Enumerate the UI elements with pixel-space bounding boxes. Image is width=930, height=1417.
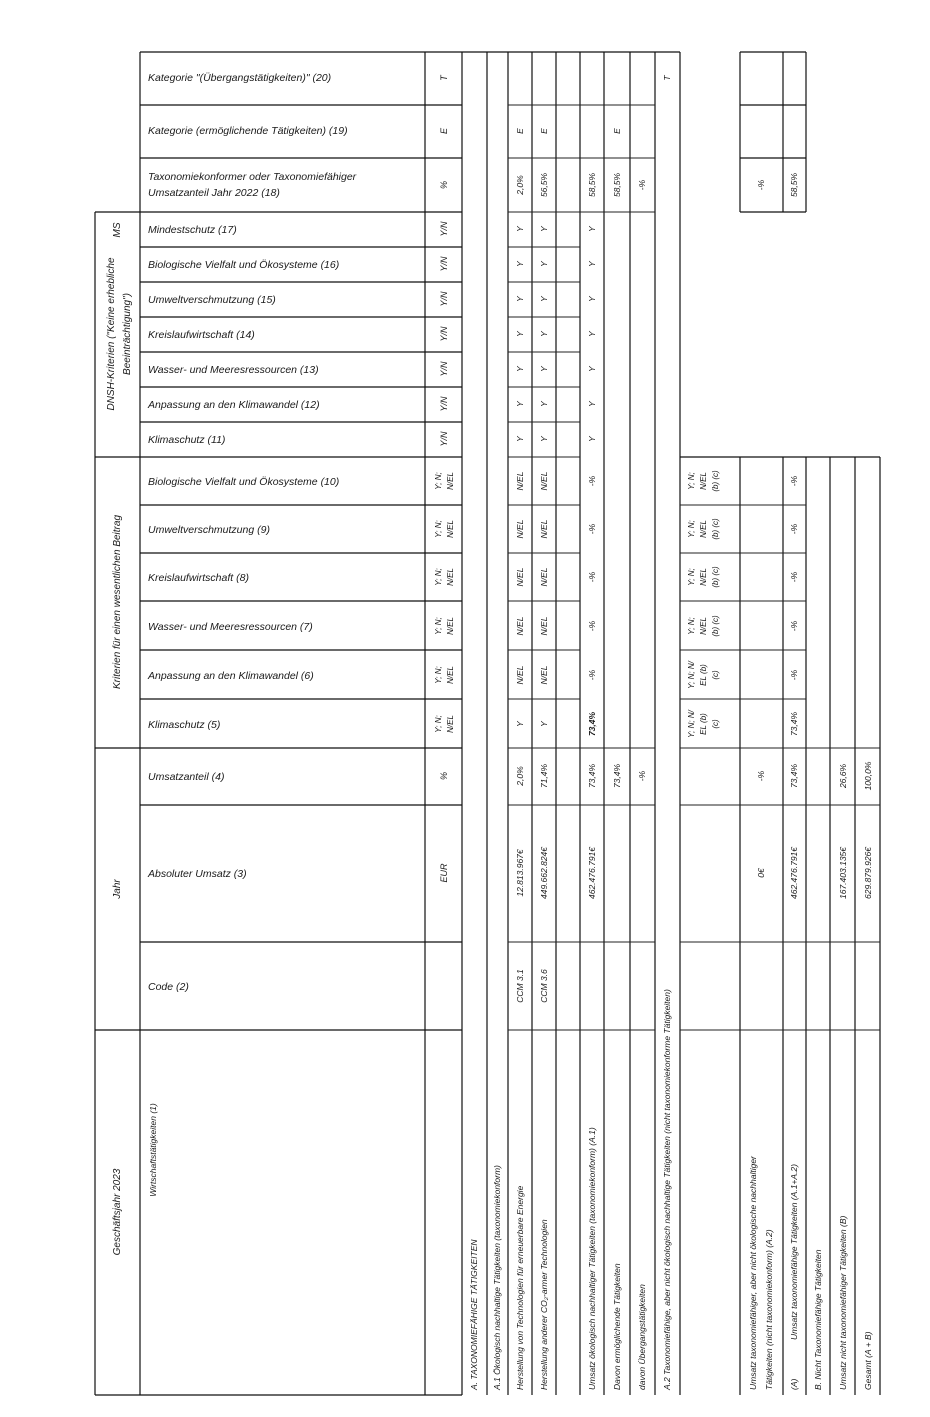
- cell-sc-6: N/EL: [539, 665, 549, 685]
- cell-transitional: T: [662, 75, 672, 81]
- a2-unit-6-a: Y; N; N/: [687, 661, 696, 689]
- table-row-enabling: [612, 128, 622, 788]
- unit-sc-8-b: N/EL: [446, 568, 455, 586]
- a2-unit-5-c: (c): [711, 719, 720, 729]
- unit-enabling: E: [439, 127, 449, 135]
- b-total-name: Umsatz nicht taxonomiefähiger Tätigkeiten (B): [838, 1215, 848, 1390]
- col-prior-year-header-1: Taxonomiekonformer oder Taxonomiefähiger: [148, 171, 357, 183]
- cell-sc-8: -%: [587, 571, 597, 583]
- cell-dnsh-13: Y: [515, 366, 525, 372]
- col-enabling-header: Kategorie (ermöglichende Tätigkeiten) (19): [148, 125, 348, 137]
- a2-unit-8-a: Y; N;: [687, 568, 696, 586]
- cell-turnover: 462.476.791€: [587, 847, 597, 899]
- cell-dnsh-16: Y: [539, 261, 549, 267]
- a2-total-name-2: Tätigkeiten (nicht taxonomiekonform) (A.2): [764, 1229, 774, 1390]
- cell-sc-7: -%: [789, 620, 799, 632]
- unit-dnsh-17: Y/N: [439, 221, 449, 237]
- unit-dnsh-11: Y/N: [439, 431, 449, 447]
- cell-prior: -%: [756, 179, 766, 191]
- unit-dnsh-16: Y/N: [439, 256, 449, 272]
- cell-dnsh-13: Y: [539, 366, 549, 372]
- cell-sc-10: -%: [789, 475, 799, 487]
- cell-enabling: E: [612, 128, 622, 134]
- cell-enabling: E: [515, 128, 525, 134]
- unit-dnsh-12: Y/N: [439, 396, 449, 412]
- cell-dnsh-13: Y: [587, 366, 597, 372]
- cell-sc-5: Y: [539, 721, 549, 727]
- table-row-a1-total: [587, 173, 597, 899]
- unit-transitional: T: [439, 75, 449, 81]
- cell-code: CCM 3.6: [539, 969, 549, 1003]
- col-min-safeguards-header: Mindestschutz (17): [148, 224, 237, 236]
- section-b-label: B. Nicht Taxonomiefähige Tätigkeiten: [813, 1249, 823, 1390]
- group-dnsh-line1: DNSH-Kriterien ("Keine erhebliche: [106, 257, 117, 411]
- cell-sc-6: -%: [789, 669, 799, 681]
- col-dnsh-mitigation-header: Klimaschutz (11): [148, 434, 226, 446]
- group-ms: MS: [112, 222, 123, 238]
- col-share-header: Umsatzanteil (4): [148, 771, 225, 783]
- cell-dnsh-14: Y: [515, 331, 525, 337]
- cell-share: 2,0%: [515, 766, 525, 786]
- ccm36-name: Herstellung anderer CO₂-armer Technologien: [539, 1219, 549, 1390]
- a2-header-label: A.2 Taxonomiefähige, aber nicht ökologisch nachhaltige Tätigkeiten (nicht taxonomiekonforme Tätigkeiten): [662, 989, 672, 1390]
- unit-dnsh-14: Y/N: [439, 326, 449, 342]
- unit-sc-10-a: Y; N;: [434, 472, 443, 490]
- cell-sc-7: -%: [587, 620, 597, 632]
- units-row: [434, 74, 455, 883]
- unit-sc-7-a: Y; N;: [434, 617, 443, 635]
- cell-dnsh-11: Y: [539, 436, 549, 442]
- cell-code: CCM 3.1: [515, 969, 525, 1003]
- section-a-label: A. TAXONOMIEFÄHIGE TÄTIGKEITEN: [469, 1239, 479, 1390]
- cell-sc-10: N/EL: [515, 471, 525, 491]
- row-labels: [469, 989, 873, 1391]
- col-sc-biodiversity-header: Biologische Vielfalt und Ökosysteme (10): [148, 476, 340, 488]
- unit-sc-8-a: Y; N;: [434, 568, 443, 586]
- cell-turnover: 462.476.791€: [789, 847, 799, 899]
- table-row-grand-total: [863, 761, 873, 899]
- col-sc-mitigation-header: Klimaschutz (5): [148, 719, 221, 731]
- a2-unit-10-b: N/EL: [699, 472, 708, 490]
- cell-prior: 58,5%: [612, 172, 622, 198]
- col-absolute-header: Absoluter Umsatz (3): [148, 868, 247, 880]
- col-sc-pollution-header: Umweltverschmutzung (9): [148, 524, 270, 536]
- unit-sc-10-b: N/EL: [446, 472, 455, 490]
- a2-unit-9-b: N/EL: [699, 520, 708, 538]
- cell-turnover: 449.662.824€: [539, 847, 549, 899]
- cell-share: -%: [756, 770, 766, 782]
- unit-dnsh-13: Y/N: [439, 361, 449, 377]
- transitional-row-name: davon Übergangstätigkeiten: [637, 1284, 647, 1390]
- cell-prior: 56,5%: [539, 172, 549, 198]
- unit-share: %: [439, 771, 449, 781]
- cell-ms: Y: [515, 226, 525, 232]
- cell-sc-9: -%: [789, 523, 799, 535]
- cell-turnover: 629.879.926€: [863, 847, 873, 899]
- cell-dnsh-15: Y: [587, 296, 597, 302]
- cell-dnsh-15: Y: [539, 296, 549, 302]
- cell-sc-6: N/EL: [515, 665, 525, 685]
- col-sc-circular-header: Kreislaufwirtschaft (8): [148, 572, 249, 584]
- cell-sc-5: Y: [515, 721, 525, 727]
- cell-dnsh-14: Y: [587, 331, 597, 337]
- cell-sc-6: -%: [587, 669, 597, 681]
- cell-turnover: 0€: [756, 868, 766, 878]
- unit-sc-9-a: Y; N;: [434, 520, 443, 538]
- group-fiscal-year: Geschäftsjahr 2023: [112, 1168, 123, 1256]
- cell-sc-8: -%: [789, 571, 799, 583]
- table-row-b-total: [838, 764, 848, 899]
- cell-sc-10: -%: [587, 475, 597, 487]
- a2-unit-10-a: Y; N;: [687, 472, 696, 490]
- cell-dnsh-12: Y: [515, 401, 525, 407]
- ccm31-name: Herstellung von Technologien für erneuerbare Energie: [515, 1185, 525, 1390]
- unit-sc-5-a: Y; N;: [434, 715, 443, 733]
- cell-dnsh-15: Y: [515, 296, 525, 302]
- cell-share: -%: [637, 770, 647, 782]
- a2-unit-7-b: N/EL: [699, 617, 708, 635]
- column-headers: [147, 72, 357, 993]
- unit-sc-7-b: N/EL: [446, 617, 455, 635]
- group-dnsh-line2: Beeinträchtigung"): [122, 293, 133, 375]
- cell-prior: -%: [637, 179, 647, 191]
- a2-unit-8-b: N/EL: [699, 568, 708, 586]
- a-total-label: (A): [789, 1378, 799, 1390]
- col-dnsh-adaptation-header: Anpassung an den Klimawandel (12): [148, 399, 320, 411]
- cell-dnsh-14: Y: [539, 331, 549, 337]
- table-row-a-total: [789, 173, 799, 899]
- a1-header-label: A.1 Ökologisch nachhaltige Tätigkeiten (taxonomiekonform): [492, 1165, 502, 1390]
- col-code-header: Code (2): [148, 981, 189, 993]
- cell-share: 73,4%: [587, 763, 597, 789]
- cell-share: 73,4%: [789, 763, 799, 789]
- a1-total-name: Umsatz ökologisch nachhaltiger Tätigkeiten (taxonomiekonform) (A.1): [587, 1127, 597, 1390]
- cell-ms: Y: [539, 226, 549, 232]
- a2-unit-9-c: (b) (c): [711, 518, 720, 540]
- a2-unit-7-c: (b) (c): [711, 615, 720, 637]
- cell-sc-8: N/EL: [515, 567, 525, 587]
- cell-dnsh-11: Y: [515, 436, 525, 442]
- a2-units: [687, 470, 720, 738]
- cell-dnsh-12: Y: [539, 401, 549, 407]
- unit-sc-5-b: N/EL: [446, 715, 455, 733]
- cell-sc-9: N/EL: [539, 519, 549, 539]
- cell-sc-5: 73,4%: [587, 711, 597, 737]
- activities-header: Wirtschaftstätigkeiten (1): [148, 1103, 158, 1197]
- unit-sc-6-a: Y; N;: [434, 666, 443, 684]
- a2-unit-5-a: Y; N; N/: [687, 710, 696, 738]
- unit-sc-9-b: N/EL: [446, 520, 455, 538]
- cell-sc-7: N/EL: [515, 616, 525, 636]
- col-dnsh-circular-header: Kreislaufwirtschaft (14): [148, 329, 255, 341]
- cell-sc-9: -%: [587, 523, 597, 535]
- unit-prior-year: %: [439, 180, 449, 190]
- group-year: Jahr: [112, 879, 123, 899]
- cell-sc-7: N/EL: [539, 616, 549, 636]
- cell-share: 26,6%: [838, 763, 848, 789]
- a2-unit-7-a: Y; N;: [687, 617, 696, 635]
- unit-dnsh-15: Y/N: [439, 291, 449, 307]
- unit-sc-6-b: N/EL: [446, 666, 455, 684]
- enabling-row-name: Davon ermöglichende Tätigkeiten: [612, 1263, 622, 1390]
- cell-prior: 58,5%: [789, 172, 799, 198]
- col-dnsh-pollution-header: Umweltverschmutzung (15): [148, 294, 276, 306]
- a1-column-lines: [508, 105, 655, 1030]
- a2-unit-6-c: (c): [711, 670, 720, 680]
- cell-prior: 2,0%: [515, 175, 525, 195]
- cell-share: 71,4%: [539, 763, 549, 789]
- cell-sc-9: N/EL: [515, 519, 525, 539]
- a2-unit-9-a: Y; N;: [687, 520, 696, 538]
- col-prior-year-header-2: Umsatzanteil Jahr 2022 (18): [148, 187, 280, 199]
- a2-unit-6-b: EL (b): [699, 664, 708, 686]
- col-transitional-header: Kategorie "(Übergangstätigkeiten)" (20): [148, 72, 332, 84]
- cell-share: 73,4%: [612, 763, 622, 789]
- group-substantial-contribution: Kriterien für einen wesentlichen Beitrag: [112, 515, 123, 689]
- cell-ms: Y: [587, 226, 597, 232]
- table-row-ccm36: [539, 128, 549, 1003]
- cell-dnsh-16: Y: [515, 261, 525, 267]
- col-sc-adaptation-header: Anpassung an den Klimawandel (6): [148, 670, 314, 682]
- a2-total-name-1: Umsatz taxonomiefähiger, aber nicht ökologische nachhaltiger: [748, 1156, 758, 1390]
- cell-dnsh-11: Y: [587, 436, 597, 442]
- a2-unit-8-c: (b) (c): [711, 566, 720, 588]
- col-sc-water-header: Wasser- und Meeresressourcen (7): [148, 621, 313, 633]
- cell-turnover: 167.403.135€: [838, 847, 848, 899]
- a-total-name: Umsatz taxonomiefähige Tätigkeiten (A.1+A.2): [789, 1164, 799, 1340]
- a2-unit-10-c: (b) (c): [711, 470, 720, 492]
- cell-sc-8: N/EL: [539, 567, 549, 587]
- cell-dnsh-16: Y: [587, 261, 597, 267]
- group-headers: [106, 222, 158, 1255]
- cell-dnsh-12: Y: [587, 401, 597, 407]
- cell-prior: 58,5%: [587, 172, 597, 198]
- cell-enabling: E: [539, 128, 549, 134]
- grand-total-name: Gesamt (A + B): [863, 1331, 873, 1390]
- unit-absolute: EUR: [439, 863, 449, 883]
- cell-share: 100,0%: [863, 761, 873, 791]
- cell-sc-5: 73,4%: [789, 711, 799, 737]
- col-dnsh-water-header: Wasser- und Meeresressourcen (13): [148, 364, 319, 376]
- a2-unit-5-b: EL (b): [699, 713, 708, 735]
- col-dnsh-biodiversity-header: Biologische Vielfalt und Ökosysteme (16): [148, 259, 340, 271]
- table-row-ccm31: [515, 128, 525, 1003]
- cell-turnover: 12.813.967€: [515, 849, 525, 897]
- cell-sc-10: N/EL: [539, 471, 549, 491]
- table-row-a2-total: [756, 179, 766, 877]
